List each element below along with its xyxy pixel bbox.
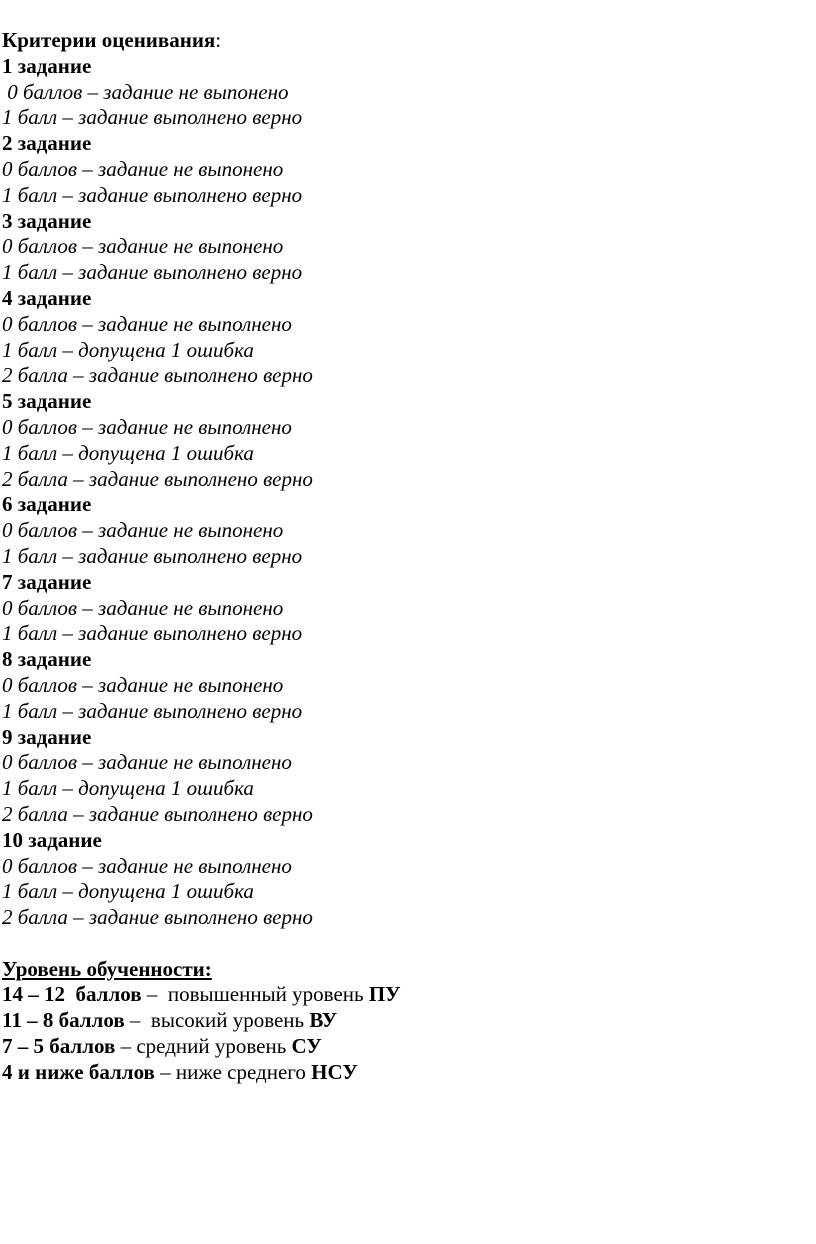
level-row	[2, 1034, 802, 1060]
task-heading: 9 задание	[2, 724, 92, 749]
task-heading: 10 задание	[2, 827, 102, 852]
level-code: СУ	[291, 1034, 322, 1059]
score-line: 1 балл – задание выполнено верно	[2, 543, 303, 568]
task-heading: 7 задание	[2, 569, 92, 594]
levels-title: Уровень обученности:	[2, 956, 212, 981]
score-line: 2 балла – задание выполнено верно	[2, 801, 313, 826]
levels-title-line	[2, 957, 802, 983]
score-line: 2 балла – задание выполнено верно	[2, 905, 313, 930]
score-line: 0 баллов – задание не выпонено	[2, 672, 284, 697]
score-line: 0 баллов – задание не выполнено	[2, 853, 292, 878]
score-line: 0 баллов – задание не выпонено	[2, 79, 289, 104]
score-line: 1 балл – допущена 1 ошибка	[2, 337, 254, 362]
score-line: 1 балл – задание выполнено верно	[2, 621, 303, 646]
task-heading: 6 задание	[2, 492, 92, 517]
score-line: 0 баллов – задание не выпонено	[2, 156, 284, 181]
document	[2, 28, 802, 1086]
level-description: – ниже среднего	[154, 1059, 312, 1084]
score-line: 1 балл – допущена 1 ошибка	[2, 776, 254, 801]
task-heading: 8 задание	[2, 647, 92, 672]
level-description: – повышенный уровень	[141, 982, 369, 1007]
score-line: 0 баллов – задание не выполнено	[2, 414, 292, 439]
level-row	[2, 1060, 802, 1086]
level-range: 14 – 12 баллов	[2, 982, 142, 1007]
level-range: 7 – 5 баллов	[2, 1034, 116, 1059]
level-code: ВУ	[309, 1008, 338, 1033]
score-line: 2 балла – задание выполнено верно	[2, 466, 313, 491]
level-description: – высокий уровень	[124, 1008, 310, 1033]
score-line: 1 балл – допущена 1 ошибка	[2, 879, 254, 904]
task-heading: 2 задание	[2, 131, 92, 156]
score-line: 1 балл – задание выполнено верно	[2, 105, 303, 130]
level-range: 11 – 8 баллов	[2, 1008, 125, 1033]
criteria-title: Критерии оценивания	[2, 28, 216, 52]
task-heading: 1 задание	[2, 53, 92, 78]
score-line: 0 баллов – задание не выпонено	[2, 595, 284, 620]
level-code: НСУ	[311, 1059, 358, 1084]
score-line: 1 балл – допущена 1 ошибка	[2, 440, 254, 465]
level-code: ПУ	[368, 982, 401, 1007]
score-line: 0 баллов – задание не выпонено	[2, 234, 284, 259]
task-heading: 4 задание	[2, 285, 92, 310]
task-list	[2, 54, 802, 931]
level-row	[2, 982, 802, 1008]
criteria-title-line	[2, 28, 802, 54]
task-heading: 3 задание	[2, 208, 92, 233]
level-list	[2, 982, 802, 1085]
level-row	[2, 1008, 802, 1034]
task-heading: 5 задание	[2, 389, 92, 414]
level-description: – средний уровень	[115, 1034, 292, 1059]
level-range: 4 и ниже баллов	[2, 1059, 155, 1084]
score-line: 1 балл – задание выполнено верно	[2, 260, 303, 285]
score-line: 2 балла – задание выполнено верно	[2, 363, 313, 388]
score-line: 1 балл – задание выполнено верно	[2, 182, 303, 207]
score-line: 0 баллов – задание не выполнено	[2, 311, 292, 336]
score-line: 0 баллов – задание не выполнено	[2, 750, 292, 775]
criteria-title-colon: :	[215, 28, 222, 52]
score-line: 1 балл – задание выполнено верно	[2, 698, 303, 723]
score-line: 0 баллов – задание не выпонено	[2, 518, 284, 543]
spacer	[2, 931, 802, 957]
